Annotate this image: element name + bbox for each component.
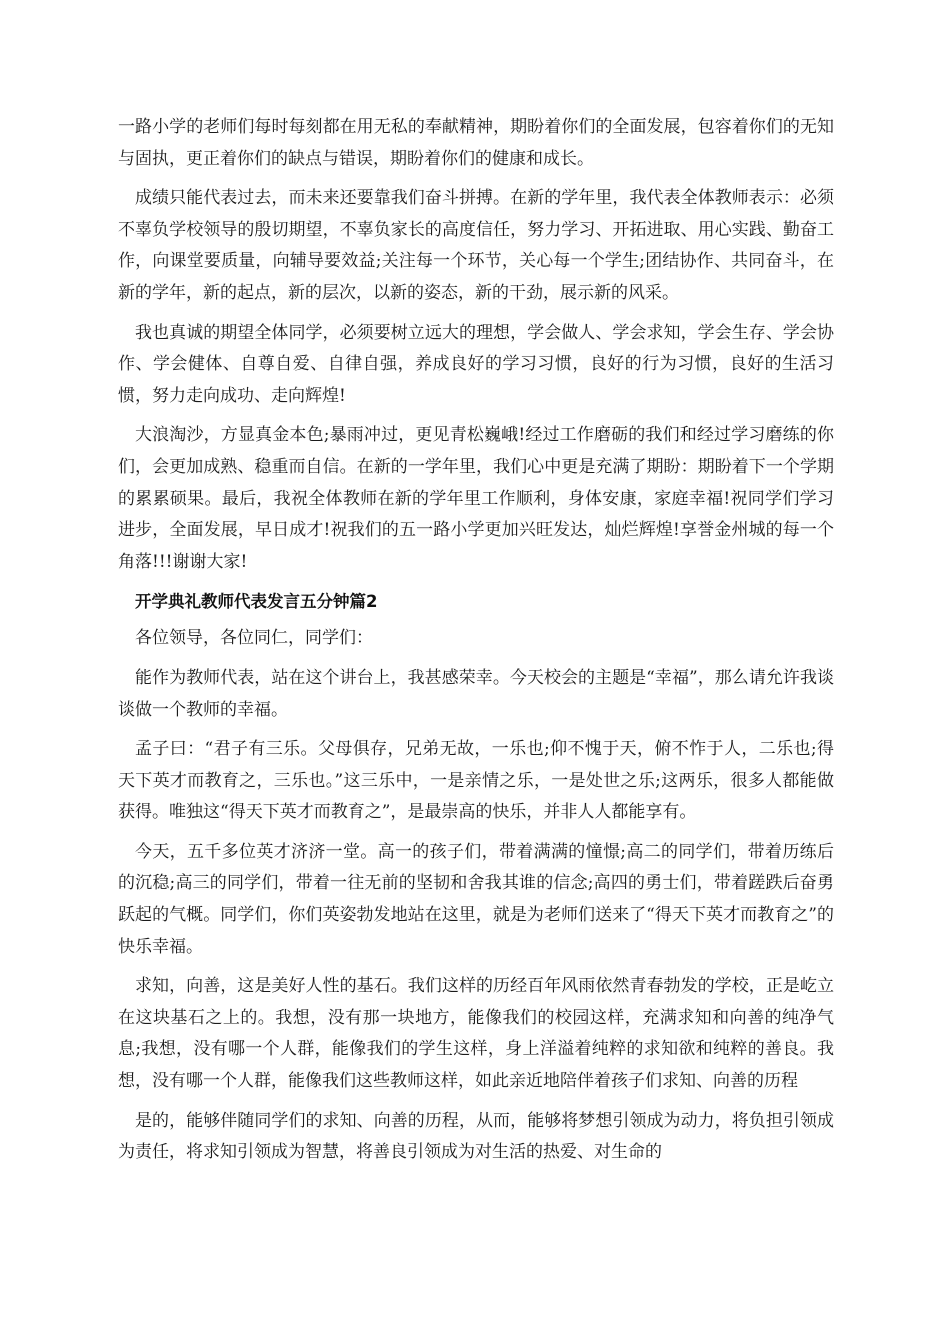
paragraph-4: 大浪淘沙，方显真金本色;暴雨冲过，更见青松巍峨!经过工作磨砺的我们和经过学习磨练的你们，会更加成熟、稳重而自信。在新的一学年里，我们心中更是充满了期盼：期盼着下一个学期的累累硕果。最后，我祝全体教师在新的学年里工作顺利，身体安康，家庭幸福!祝同学们学习进步，全面发展，早日成才!祝我们的五一路小学更加兴旺发达，灿烂辉煌!享誉金州城的每一个角落!!!谢谢大家!: [118, 425, 834, 572]
paragraph-8: 今天，五千多位英才济济一堂。高一的孩子们，带着满满的憧憬;高二的同学们，带着历练后的沉稳;高三的同学们，带着一往无前的坚韧和舍我其谁的信念;高四的勇士们，带着蹉跌后奋勇跃起的气概。同学们，你们英姿勃发地站在这里，就是为老师们送来了“得天下英才而教育之”的快乐幸福。: [118, 841, 834, 957]
paragraph-2: 成绩只能代表过去，而未来还要靠我们奋斗拼搏。在新的学年里，我代表全体教师表示：必须不辜负学校领导的殷切期望，不辜负家长的高度信任，努力学习、开拓进取、用心实践、勤奋工作，向课堂要质量，向辅导要效益;关注每一个环节，关心每一个学生;团结协作、共同奋斗，在新的学年，新的起点，新的层次，以新的姿态，新的干劲，展示新的风采。: [118, 188, 834, 303]
paragraph-6: 能作为教师代表，站在这个讲台上，我甚感荣幸。今天校会的主题是“幸福”，那么请允许我谈谈做一个教师的幸福。: [118, 667, 834, 720]
paragraph-10: 是的，能够伴随同学们的求知、向善的历程，从而，能够将梦想引领成为动力，将负担引领成为责任，将求知引领成为智慧，将善良引领成为对生活的热爱、对生命的: [118, 1110, 834, 1163]
paragraph-9: 求知，向善，这是美好人性的基石。我们这样的历经百年风雨依然青春勃发的学校，正是屹立在这块基石之上的。我想，没有那一块地方，能像我们的校园这样，充满求知和向善的纯净气息;我想，没有哪一个人群，能像我们的学生这样，身上洋溢着纯粹的求知欲和纯粹的善良。我想，没有哪一个人群，能像我们这些教师这样，如此亲近地陪伴着孩子们求知、向善的历程: [118, 976, 834, 1092]
paragraph-3: 我也真诚的期望全体同学，必须要树立远大的理想，学会做人、学会求知，学会生存、学会协作、学会健体、自尊自爱、自律自强，养成良好的学习习惯，良好的行为习惯，良好的生活习惯，努力走向成功、走向辉煌!: [118, 322, 834, 406]
paragraph-7: 孟子曰：“君子有三乐。父母俱存，兄弟无故，一乐也;仰不愧于天，俯不怍于人，二乐也;得天下英才而教育之，三乐也。”这三乐中，一是亲情之乐，一是处世之乐;这两乐，很多人都能做获得。唯独这“得天下英才而教育之”，是最崇高的快乐，并非人人都能享有。: [118, 739, 834, 823]
section-heading: 开学典礼教师代表发言五分钟篇2: [135, 592, 378, 612]
paragraph-salutation: 各位领导，各位同仁，同学们：: [135, 628, 373, 649]
paragraph-1: 一路小学的老师们每时每刻都在用无私的奉献精神，期盼着你们的全面发展，包容着你们的无知与固执，更正着你们的缺点与错误，期盼着你们的健康和成长。: [118, 117, 834, 169]
document-page: [118, 112, 834, 1177]
